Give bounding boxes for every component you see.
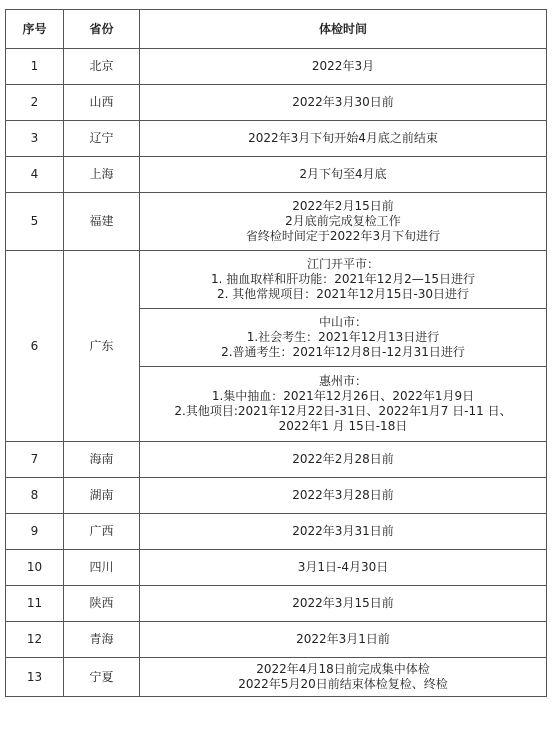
time-line: 3月1日-4月30日 — [297, 560, 389, 574]
row-province: 海南 — [64, 442, 140, 478]
row-province: 辽宁 — [64, 121, 140, 157]
row-province: 广西 — [64, 514, 140, 550]
table-row — [6, 550, 547, 586]
time-line: 省终检时间定于2022年3月下旬进行 — [245, 229, 441, 243]
time-line: 2022年3月下旬开始4月底之前结束 — [248, 131, 438, 145]
row-time — [140, 85, 547, 121]
time-line: 江门开平市： — [306, 257, 379, 271]
table-row — [6, 85, 547, 121]
time-line: 2.其他项目:2021年12月22日-31日、2022年1月7 日-11 日、 — [174, 404, 512, 418]
row-no: 6 — [6, 251, 64, 442]
row-no: 9 — [6, 514, 64, 550]
row-province: 上海 — [64, 157, 140, 193]
time-line: 2022年2月28日前 — [292, 452, 394, 466]
row-province: 山西 — [64, 85, 140, 121]
row-time — [140, 157, 547, 193]
row-no: 1 — [6, 49, 64, 85]
time-line: 2.普通考生：2021年12月8日-12月31日进行 — [221, 345, 465, 359]
time-line: 惠州市： — [318, 374, 367, 388]
row-time — [140, 586, 547, 622]
row-time — [140, 442, 547, 478]
table-row — [6, 658, 547, 697]
row-province: 福建 — [64, 193, 140, 251]
row-time — [140, 622, 547, 658]
time-line: 1.社会考生：2021年12月13日进行 — [246, 330, 440, 344]
table-row — [6, 586, 547, 622]
row-province: 广东 — [64, 251, 140, 442]
row-time — [140, 193, 547, 251]
row-province: 陕西 — [64, 586, 140, 622]
time-line: 2022年1 月 15日-18日 — [278, 419, 408, 433]
row-no: 3 — [6, 121, 64, 157]
time-line: 2022年3月31日前 — [292, 524, 394, 538]
row-no: 7 — [6, 442, 64, 478]
table-row — [6, 442, 547, 478]
table-row — [6, 478, 547, 514]
row-no: 13 — [6, 658, 64, 697]
row-time-sub — [140, 309, 547, 367]
time-line: 2022年5月20日前结束体检复检、终检 — [238, 677, 448, 691]
row-no: 12 — [6, 622, 64, 658]
exam-schedule-table — [5, 9, 547, 697]
row-no: 8 — [6, 478, 64, 514]
table-row — [6, 622, 547, 658]
time-line: 2. 其他常规项目：2021年12月15日-30日进行 — [217, 287, 469, 301]
time-line: 2月下旬至4月底 — [299, 167, 387, 181]
header-province: 省份 — [64, 10, 140, 49]
table-row — [6, 514, 547, 550]
row-no: 5 — [6, 193, 64, 251]
row-time-sub — [140, 251, 547, 309]
row-province: 青海 — [64, 622, 140, 658]
time-line: 2月底前完成复检工作 — [285, 214, 401, 228]
row-no: 2 — [6, 85, 64, 121]
time-line: 2022年3月30日前 — [292, 95, 394, 109]
row-no: 11 — [6, 586, 64, 622]
row-no: 4 — [6, 157, 64, 193]
row-time — [140, 514, 547, 550]
time-line: 2022年3月1日前 — [296, 632, 390, 646]
table-row — [6, 193, 547, 251]
table-row — [6, 121, 547, 157]
time-line: 2022年3月15日前 — [292, 596, 394, 610]
time-line: 中山市： — [318, 315, 367, 329]
table-row — [6, 49, 547, 85]
time-line: 2022年3月 — [311, 59, 375, 73]
row-province: 宁夏 — [64, 658, 140, 697]
row-province: 湖南 — [64, 478, 140, 514]
time-line: 2022年2月15日前 — [292, 199, 394, 213]
header-exam-time: 体检时间 — [140, 10, 547, 49]
row-time — [140, 550, 547, 586]
time-line: 1. 抽血取样和肝功能：2021年12月2—15日进行 — [211, 272, 475, 286]
row-province: 北京 — [64, 49, 140, 85]
time-line: 2022年3月28日前 — [292, 488, 394, 502]
time-line: 1.集中抽血：2021年12月26日、2022年1月9日 — [211, 389, 475, 403]
table-row — [6, 157, 547, 193]
table-row — [6, 251, 547, 309]
row-time — [140, 49, 547, 85]
row-time — [140, 658, 547, 697]
row-time — [140, 121, 547, 157]
header-row — [6, 10, 547, 49]
row-time-sub — [140, 367, 547, 442]
row-province: 四川 — [64, 550, 140, 586]
row-time — [140, 478, 547, 514]
header-no: 序号 — [6, 10, 64, 49]
time-line: 2022年4月18日前完成集中体检 — [256, 662, 430, 676]
row-no: 10 — [6, 550, 64, 586]
